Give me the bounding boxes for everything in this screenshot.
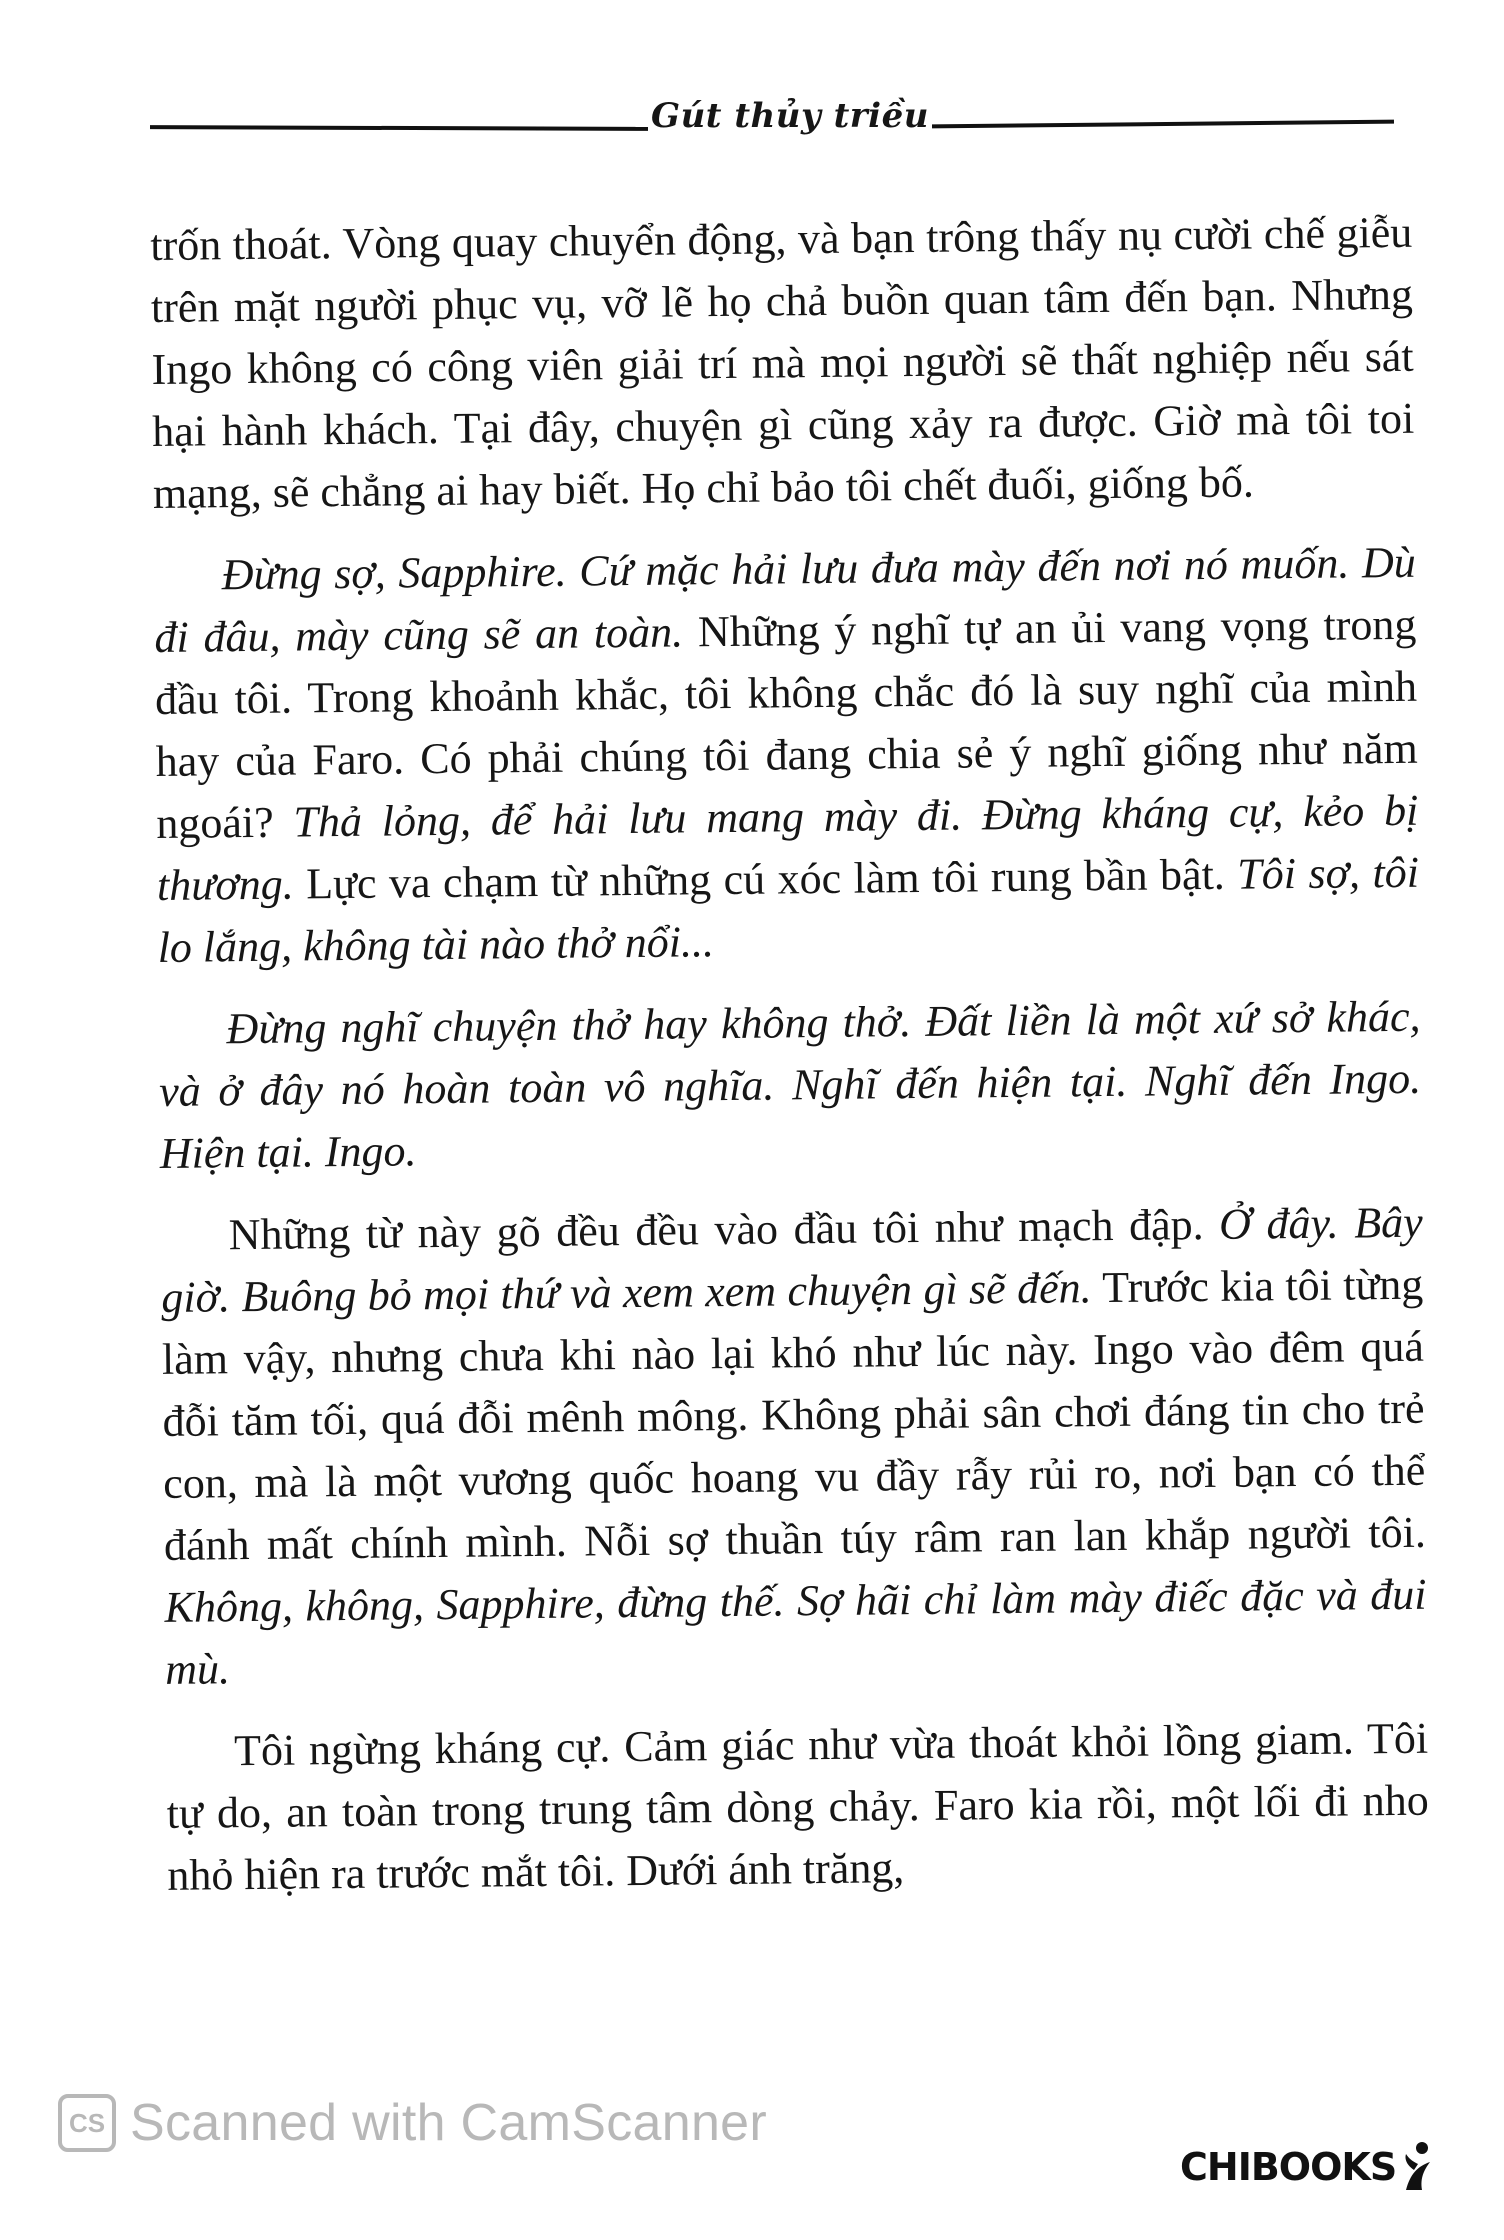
camscanner-logo-icon: CS — [58, 2094, 116, 2152]
text-segment: trốn thoát. Vòng quay chuyển động, và bạn trông thấy nụ cười chế giễu trên mặt người phục vụ, vỡ lẽ họ chả buồn quan tâm đến bạn. Nhưng Ingo không có công viên giải trí mà mọi người sẽ thất nghiệp nếu sát hại hành khách. Tại đây, chuyện gì cũng xảy ra được. Giờ mà tôi toi mạng, sẽ chẳng ai hay biết. Họ chỉ bảo tôi chết đuối, giống bố. — [150, 207, 1415, 518]
publisher-mark-icon — [1400, 2140, 1440, 2194]
italic-thought: Thả lỏng, để hải lưu mang mày đi. Đừng kháng cự, kẻo bị thương. — [156, 785, 1419, 910]
italic-thought: Không, không, Sapphire, đừng thế. Sợ hãi chỉ làm mày điếc đặc và đui mù. — [164, 1569, 1427, 1694]
chapter-title: Gút thủy triều — [651, 96, 929, 136]
paragraph-5 — [166, 1708, 1430, 1907]
paragraph-1 — [150, 202, 1415, 525]
text-segment: Trước kia tôi từng làm vậy, nhưng chưa khi nào lại khó như lúc này. Ingo vào đêm quá đỗi tăm tối, quá đỗi mênh mông. Không phải sân chơi đáng tin cho trẻ con, mà là một vương quốc hoang vu đầy rẫy rủi ro, nơi bạn có thể đánh mất chính mình. Nỗi sợ thuần túy râm ran lan khắp người tôi. — [161, 1259, 1427, 1570]
body-text — [150, 202, 1430, 1927]
italic-thought: Đừng nghĩ chuyện thở hay không thở. Đất liền là một xứ sở khác, và ở đây nó hoàn toàn vô nghĩa. Nghĩ đến hiện tại. Nghĩ đến Ingo. Hiện tại. Ingo. — [158, 991, 1422, 1178]
italic-thought: Tôi sợ, tôi lo lắng, không tài nào thở nổi... — [157, 847, 1420, 972]
italic-thought: Ở đây. Bây giờ. Buông bỏ mọi thứ và xem xem chuyện gì sẽ đến. — [161, 1197, 1423, 1322]
watermark-text: Scanned with CamScanner — [130, 2094, 768, 2152]
paragraph-4 — [160, 1192, 1427, 1701]
italic-thought: Đừng sợ, Sapphire. Cứ mặc hải lưu đưa mày đến nơi nó muốn. Dù đi đâu, mày cũng sẽ an toàn. — [154, 537, 1416, 662]
publisher-name: CHIBOOKS — [1180, 2145, 1397, 2189]
running-header — [150, 92, 1400, 152]
publisher-logo — [1180, 2140, 1440, 2194]
text-segment: Lực va chạm từ những cú xóc làm tôi rung bần bật. — [293, 849, 1238, 909]
header-rule-right — [932, 120, 1394, 129]
scanner-watermark — [58, 2088, 767, 2158]
text-segment: Tôi ngừng kháng cự. Cảm giác như vừa thoát khỏi lồng giam. Tôi tự do, an toàn trong trung tâm dòng chảy. Faro kia rồi, một lối đi nho nhỏ hiện ra trước mắt tôi. Dưới ánh trăng, — [166, 1713, 1429, 1900]
text-segment: Những ý nghĩ tự an ủi vang vọng trong đầu tôi. Trong khoảnh khắc, tôi không chắc đó là suy nghĩ của mình hay của Faro. Có phải chúng tôi đang chia sẻ ý nghĩ giống như năm ngoái? — [154, 599, 1418, 848]
header-rule-left — [150, 125, 648, 131]
text-segment: Những từ này gõ đều đều vào đầu tôi như mạch đập. — [228, 1199, 1220, 1260]
paragraph-2 — [153, 532, 1419, 979]
paragraph-3 — [158, 986, 1422, 1185]
